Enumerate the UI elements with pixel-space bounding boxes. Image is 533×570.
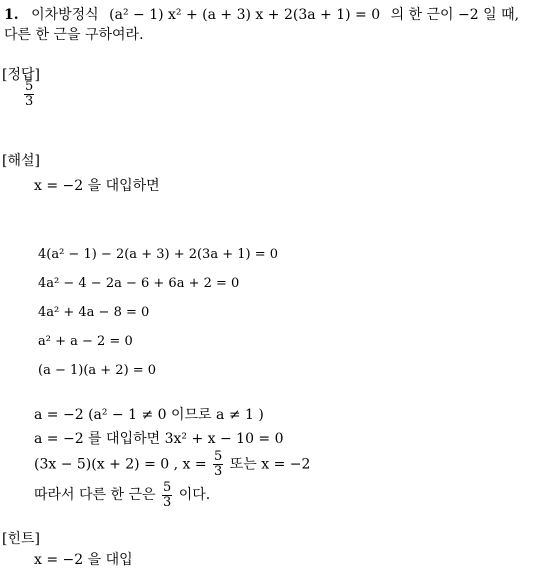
conclusion-3-text-a: (3x − 5)(x + 2) = 0 , x = xyxy=(34,456,207,473)
conclusion-4-numerator: 5 xyxy=(163,479,172,495)
solution-conclusion-2: a = −2 를 대입하면 3x² + x − 10 = 0 xyxy=(34,431,284,447)
answer-denominator: 3 xyxy=(25,94,34,109)
problem-text-b: 의 한 근이 −2 일 때, xyxy=(390,7,520,23)
solution-step-5: (a − 1)(a + 2) = 0 xyxy=(38,363,157,378)
solution-intro: x = −2 을 대입하면 xyxy=(34,178,160,194)
answer-label: [정답] xyxy=(2,67,40,83)
conclusion-3-denominator: 3 xyxy=(214,464,223,479)
conclusion-3-numerator: 5 xyxy=(214,449,223,464)
problem-line-2: 다른 한 근을 구하여라. xyxy=(4,27,144,43)
solution-step-2: 4a² − 4 − 2a − 6 + 6a + 2 = 0 xyxy=(38,276,240,291)
problem-text-a: 이차방정식 xyxy=(31,7,99,23)
conclusion-3-text-b: 또는 x = −2 xyxy=(229,456,311,473)
solution-conclusion-1: a = −2 (a² − 1 ≠ 0 이므로 a ≠ 1 ) xyxy=(34,407,264,423)
hint-text: x = −2 을 대입 xyxy=(34,552,133,568)
problem-number: 1. xyxy=(4,7,19,23)
answer-numerator: 5 xyxy=(25,79,34,94)
solution-conclusion-3 xyxy=(34,450,310,479)
solution-conclusion-4 xyxy=(34,480,210,510)
problem-equation: (a² − 1) x² + (a + 3) x + 2(3a + 1) = 0 xyxy=(109,7,381,23)
solution-label: [해설] xyxy=(2,153,40,169)
solution-step-3: 4a² + 4a − 8 = 0 xyxy=(38,305,150,320)
answer-fraction xyxy=(22,80,36,109)
conclusion-4-text-b: 이다. xyxy=(178,487,211,503)
conclusion-4-text-a: 따라서 다른 한 근은 xyxy=(34,487,156,503)
problem-line-1 xyxy=(4,6,519,24)
solution-step-4: a² + a − 2 = 0 xyxy=(38,334,133,349)
conclusion-4-denominator: 3 xyxy=(163,494,172,510)
hint-label: [힌트] xyxy=(2,531,40,547)
solution-step-1: 4(a² − 1) − 2(a + 3) + 2(3a + 1) = 0 xyxy=(38,247,279,262)
